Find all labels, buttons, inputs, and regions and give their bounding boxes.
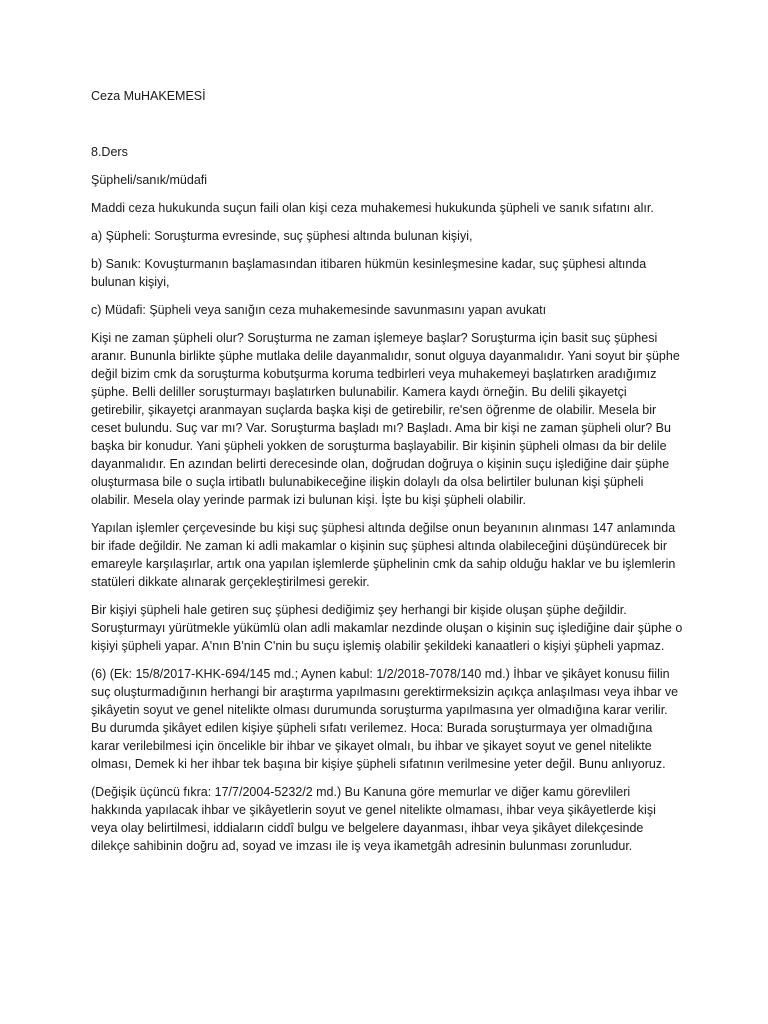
paragraph-definition-suspect: a) Şüpheli: Soruşturma evresinde, suç şüphesi altında bulunan kişiyi, [91,229,473,243]
paragraph-statement: Yapılan işlemler çerçevesinde bu kişi suç şüphesi altında değilse onun beyanının alınması 147 anlamında bir ifade değildir. Ne zaman ki adli makamlar o kişinin suç şüphesi altında olabileceğini düşündürecek bir emareyle karşılaşırlar, artık ona yapılan işlemlerde şüphelinin cmk da sahip olduğu haklar ve bu işlemlerin statüleri dikkate alınarak gerçekleştirilmesi gerekir. [91,521,676,589]
document-subtitle: Şüpheli/sanık/müdafi [91,173,208,187]
paragraph-suspicion: Bir kişiyi şüpheli hale getiren suç şüphesi dediğimiz şey herhangi bir kişide oluşan şüphe değildir. Soruşturmayı yürütmekle yükümlü olan adli makamlar nezdinde oluşan o kişinin suç işlediğine dair şüphe o kişiyi şüpheli yapar. A'nın B'nin C'nin bu suçu işlemiş olabilir şekildeki kanaatleri o kişiyi şüpheli yapmaz. [91,603,683,653]
paragraph-intro: Maddi ceza hukukunda suçun faili olan kişi ceza muhakemesi hukukunda şüpheli ve sanık sıfatını alır. [91,201,654,215]
document-title: Ceza MuHAKEMESİ [91,89,206,103]
paragraph-definition-counsel: c) Müdafi: Şüpheli veya sanığın ceza muhakemesinde savunmasını yapan avukatı [91,303,547,317]
document-page [91,87,683,865]
paragraph-article-6: (6) (Ek: 15/8/2017-KHK-694/145 md.; Aynen kabul: 1/2/2018-7078/140 md.) İhbar ve şikâyet konusu fiilin suç oluşturmadığının herhangi bir araştırma yapılmasını gerektirmeksizin açıkça anlaşılması veya ihbar ve şikâyetin soyut ve genel nitelikte olması durumunda soruşturma yapılmasına yer olmadığına karar verilir. Bu durumda şikâyet edilen kişiye şüpheli sıfatı verilemez. Hoca: Burada soruşturmaya yer olmadığına karar verilebilmesi için öncelikle bir ihbar ve şikayet olmalı, bu ihbar ve şikayet soyut ve genel nitelikte olması, Demek ki her ihbar tek başına bir kişiye şüpheli sıfatının verilmesine yeter değil. Bunu anlıyoruz. [91,667,679,771]
paragraph-amended-clause: (Değişik üçüncü fıkra: 17/7/2004-5232/2 md.) Bu Kanuna göre memurlar ve diğer kamu görevlileri hakkında yapılacak ihbar ve şikâyetlerin soyut ve genel nitelikte olmaması, ihbar veya şikâyetlerde kişi veya olay belirtilmesi, iddiaların ciddî bulgu ve belgelere dayanması, ihbar veya şikâyet dilekçesinde dilekçe sahibinin doğru ad, soyad ve imzası ile iş veya ikametgâh adresinin bulunması zorunludur. [91,785,656,853]
lesson-number: 8.Ders [91,145,128,159]
paragraph-definition-defendant: b) Sanık: Kovuşturmanın başlamasından itibaren hükmün kesinleşmesine kadar, suç şüphesi altında bulunan kişiyi, [91,257,647,289]
paragraph-when-suspect: Kişi ne zaman şüpheli olur? Soruşturma ne zaman işlemeye başlar? Soruşturma için basit suç şüphesi aranır. Bununla birlikte şüphe mutlaka delile dayanmalıdır, sonut olguya dayanmalıdır. Yani soyut bir şüphe değil bizim cmk da soruşturma kobutşurma koruma tedbirleri veya muhakemeyi başlatırken aradığımız şüphe. Belli deliller soruşturmayı başlatırken bulunabilir. Kamera kaydı örneğin. Bu delili şikayetçi getirebilir, şikayetçi aranmayan suçlarda başka kişi de getirebilir, re'sen öğrenme de olabilir. Mesela bir ceset bulundu. Suç var mı? Var. Soruşturma başladı mı? Başladı. Ama bir kişi ne zaman şüpheli olur? Bu başka bir konudur. Yani şüpheli yokken de soruşturma başlayabilir. Bir kişinin şüpheli olması da bir delile dayanmalıdır. En azından belirti derecesinde olan, doğrudan doğruya o kişinin suçu işlediğine dair şüphe oluşturmasa bile o suçla irtibatlı bulunabikeceğine ilişkin dolaylı da olsa belirtiler bulunan kişi şüpheli olabilir. Mesela olay yerinde parmak izi bulunan kişi. İşte bu kişi şüpheli olabilir. [91,331,680,507]
